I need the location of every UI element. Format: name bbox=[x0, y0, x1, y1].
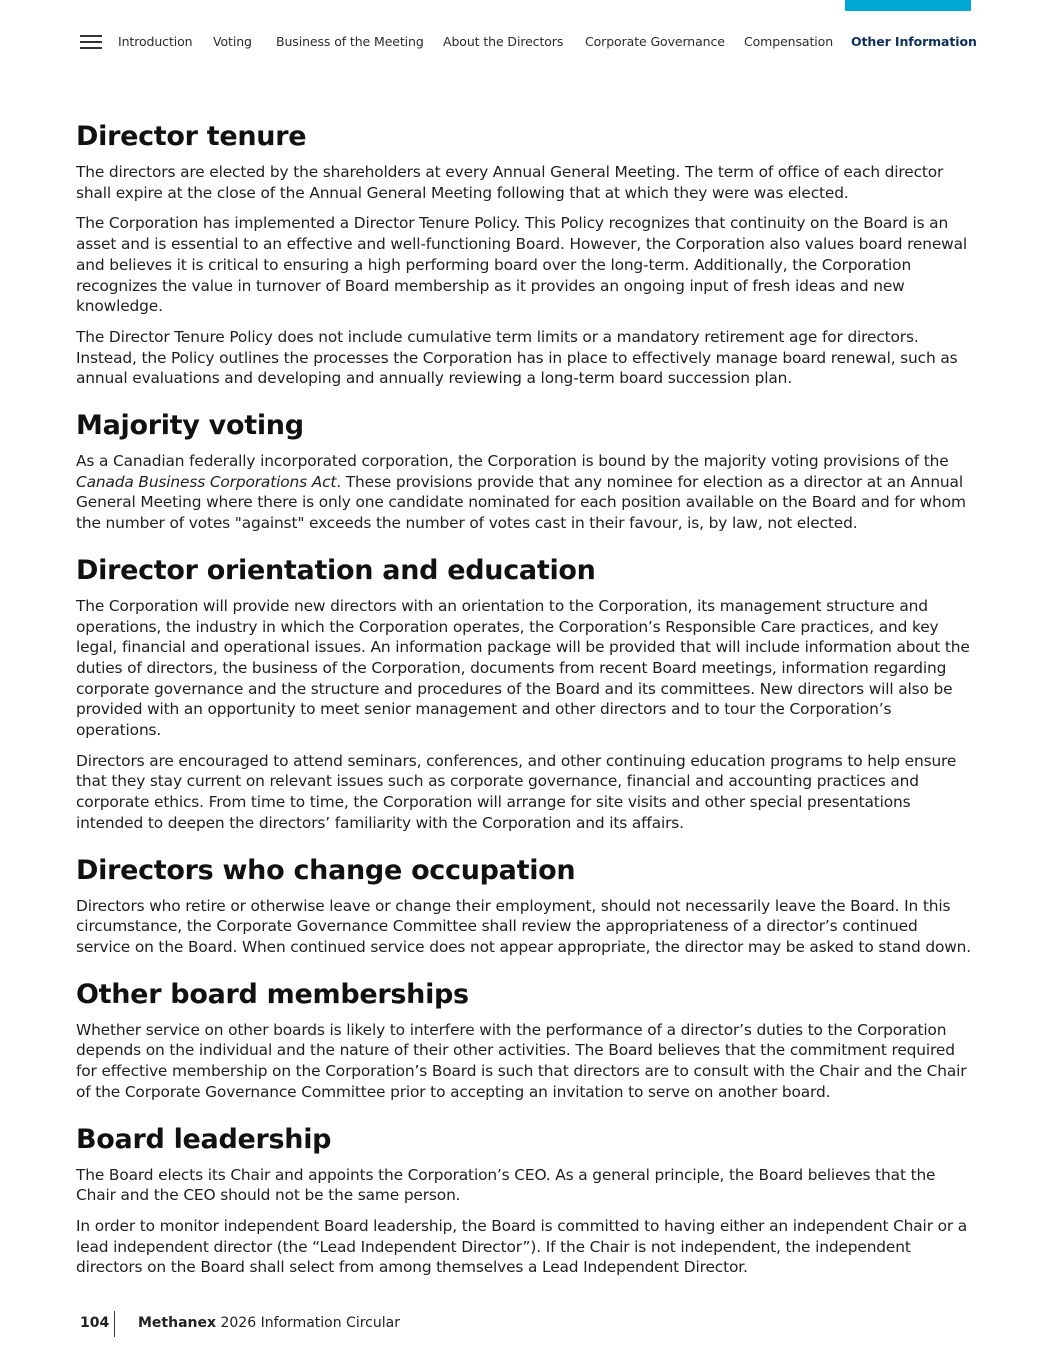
footer-title bbox=[138, 1315, 400, 1331]
hamburger-menu-icon[interactable] bbox=[80, 35, 102, 49]
act-title: Canada Business Corporations Act bbox=[76, 472, 337, 491]
paragraph: Directors who retire or otherwise leave or change their employment, should not necessarily leave the Board. In this circumstance, the Corporate Governance Committee shall review the appropriateness of a director’s continued service on the Board. When continued service does not appear appropriate, the director may be asked to stand down. bbox=[76, 896, 972, 956]
section-director-orientation bbox=[76, 552, 974, 834]
section-heading: Directors who change occupation bbox=[76, 854, 576, 886]
paragraph bbox=[76, 451, 974, 534]
section-other-board-memberships bbox=[76, 976, 974, 1103]
section-heading: Director tenure bbox=[76, 121, 307, 152]
nav-item-corporate-governance[interactable]: Corporate Governance bbox=[585, 34, 725, 49]
nav-item-business-of-the-meeting[interactable]: Business of the Meeting bbox=[276, 34, 424, 49]
section-director-tenure bbox=[76, 118, 974, 389]
section-board-leadership bbox=[76, 1121, 974, 1279]
nav-item-introduction[interactable]: Introduction bbox=[118, 34, 193, 49]
nav-item-compensation[interactable]: Compensation bbox=[744, 34, 834, 49]
paragraph: Directors are encouraged to attend seminars, conferences, and other continuing education programs to help ensure that they stay current on relevant issues such as corporate governance, financial and accounting practices and corporate ethics. From time to time, the Corporation will arrange for site visits and other special presentations intended to deepen the directors’ familiarity with the Corporation and its affairs. bbox=[76, 751, 957, 832]
company-name: Methanex bbox=[138, 1315, 217, 1331]
paragraph: The Corporation has implemented a Director Tenure Policy. This Policy recognizes that continuity on the Board is an asset and is essential to an effective and well-functioning Board. However, the Corporation also values board renewal and believes it is critical to ensuring a high performing board over the long-term. Additionally, the Corporation recognizes the value in turnover of Board membership as it provides an ongoing input of fresh ideas and new knowledge. bbox=[76, 214, 968, 316]
section-heading: Other board memberships bbox=[76, 978, 469, 1010]
footer-divider bbox=[114, 1311, 115, 1337]
paragraph: Whether service on other boards is likely to interfere with the performance of a director’s duties to the Corporation depends on the individual and the nature of their other activities. The Board believes that the commitment required for effective membership on the Corporation’s Board is such that directors are to consult with the Chair and the Chair of the Corporate Governance Committee prior to accepting an invitation to serve on another board. bbox=[76, 1020, 967, 1101]
document-title: 2026 Information Circular bbox=[220, 1315, 400, 1331]
paragraph: The Corporation will provide new directors with an orientation to the Corporation, its management structure and operations, the industry in which the Corporation operates, the Corporation’s Responsible Care practices, and key legal, financial and operational issues. An information package will be provided that will include information about the duties of directors, the business of the Corporation, documents from recent Board meetings, information regarding corporate governance and the structure and procedures of the Board and its committees. New directors will also be provided with an opportunity to meet senior management and other directors and to tour the Corporation’s operations. bbox=[76, 596, 970, 740]
page-number: 104 bbox=[80, 1315, 110, 1331]
nav-item-other-information[interactable]: Other Information bbox=[851, 34, 977, 49]
paragraph: The Board elects its Chair and appoints the Corporation’s CEO. As a general principle, the Board believes that the Chair and the CEO should not be the same person. bbox=[76, 1165, 936, 1205]
section-majority-voting bbox=[76, 407, 974, 534]
paragraph-text: . These provisions provide that any nominee for election as a director at an Annual General Meeting where there is only one candidate nominated for each position available on the Board and for whom the number of votes "against" exceeds the number of votes cast in their favour, is, by law, not elected. bbox=[76, 472, 966, 533]
main-content bbox=[76, 118, 974, 1296]
section-heading: Majority voting bbox=[76, 410, 304, 442]
section-heading: Board leadership bbox=[76, 1123, 332, 1155]
paragraph-text: As a Canadian federally incorporated corporation, the Corporation is bound by the majority voting provisions of the bbox=[76, 452, 949, 471]
nav-item-about-the-directors[interactable]: About the Directors bbox=[443, 34, 564, 49]
nav-item-voting[interactable]: Voting bbox=[213, 34, 252, 49]
paragraph: In order to monitor independent Board leadership, the Board is committed to having either an independent Chair or a lead independent director (the “Lead Independent Director”). If the Chair is not independent, the independent directors on the Board shall select from among themselves a Lead Independent Director. bbox=[76, 1216, 968, 1277]
paragraph: The Director Tenure Policy does not include cumulative term limits or a mandatory retirement age for directors. Instead, the Policy outlines the processes the Corporation has in place to effectively manage board renewal, such as annual evaluations and developing and annually reviewing a long-term board succession plan. bbox=[76, 327, 958, 388]
section-directors-change-occupation bbox=[76, 852, 974, 958]
active-section-accent-tab bbox=[845, 0, 971, 11]
paragraph: The directors are elected by the shareholders at every Annual General Meeting. The term of office of each director shall expire at the close of the Annual General Meeting following that at which they were was elected. bbox=[76, 163, 944, 202]
section-heading: Director orientation and education bbox=[76, 554, 596, 586]
